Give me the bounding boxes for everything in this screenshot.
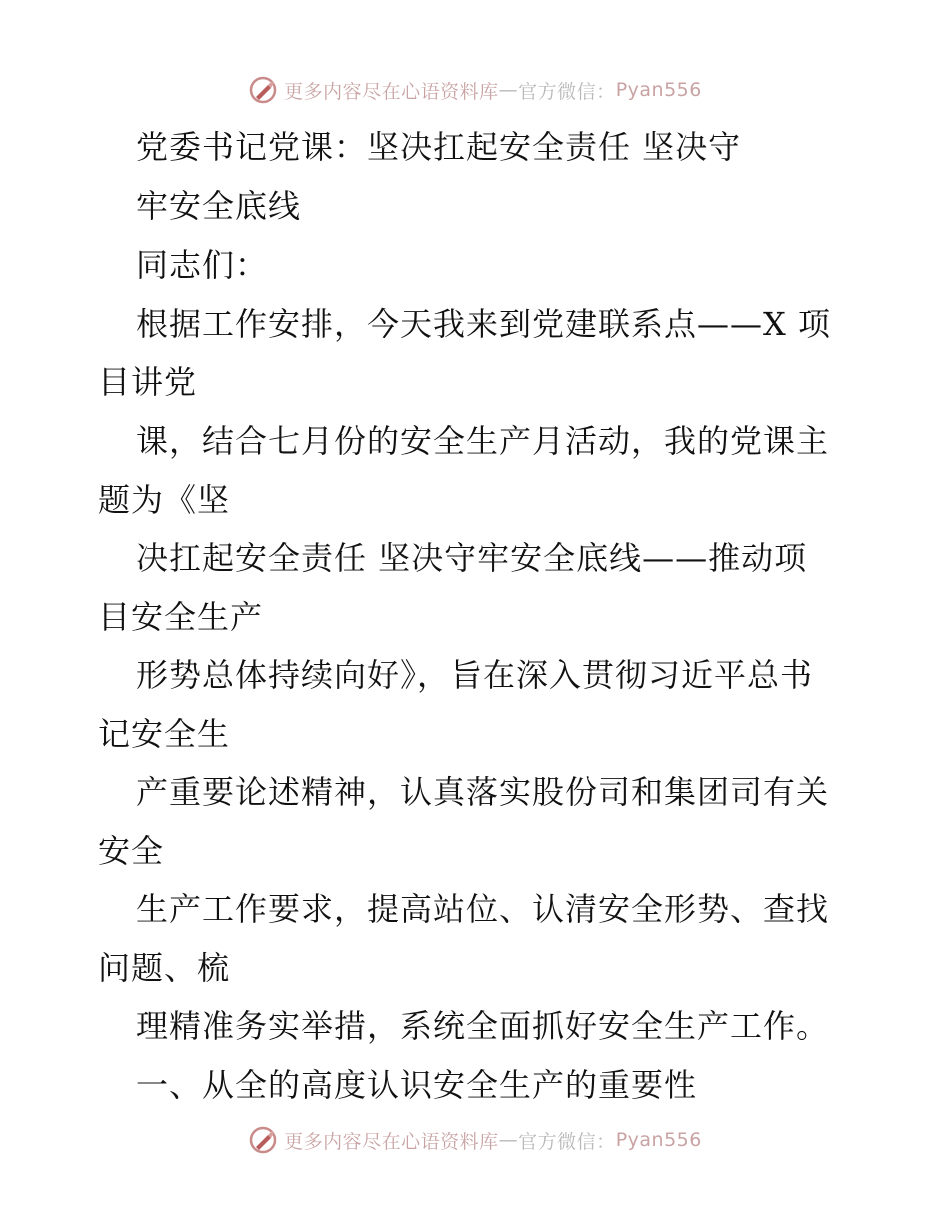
watermark-official: 官方微信： bbox=[518, 1130, 616, 1153]
document-body-line: 生产工作要求，提高站位、认清安全形势、查找 bbox=[136, 890, 830, 928]
watermark-text: 更多内容尽在心语资料库 bbox=[284, 1130, 499, 1153]
document-body-line: 理精准务实举措，系统全面抓好安全生产工作。 bbox=[136, 1007, 830, 1045]
watermark-footer bbox=[0, 1120, 950, 1160]
document-body-line: 目讲党 bbox=[98, 363, 198, 401]
document-body-line: 问题、梳 bbox=[98, 949, 231, 987]
document-body-line: 根据工作安排，今天我来到党建联系点——X 项 bbox=[136, 305, 831, 343]
watermark-text: 更多内容尽在心语资料库 bbox=[284, 80, 499, 103]
watermark-header bbox=[0, 70, 950, 110]
document-body-line: 安全 bbox=[98, 832, 165, 870]
document-body-line: 产重要论述精神，认真落实股份司和集团司有关 bbox=[136, 773, 830, 811]
document-title-line-1: 党委书记党课：坚决扛起安全责任 坚决守 bbox=[136, 128, 742, 166]
pen-nib-logo-icon bbox=[248, 1125, 278, 1155]
document-section-heading: 一、从全的高度认识安全生产的重要性 bbox=[136, 1066, 698, 1104]
watermark-official: 官方微信： bbox=[518, 80, 616, 103]
watermark-separator: — bbox=[498, 79, 519, 101]
document-body-line: 形势总体持续向好》，旨在深入贯彻习近平总书 bbox=[136, 656, 814, 694]
document-body-line: 目安全生产 bbox=[98, 598, 264, 636]
watermark-id: Pyan556 bbox=[615, 1129, 702, 1151]
watermark-id: Pyan556 bbox=[615, 79, 702, 101]
watermark-separator: — bbox=[498, 1129, 519, 1151]
document-salutation: 同志们： bbox=[136, 246, 269, 284]
document-body-line: 决扛起安全责任 坚决守牢安全底线——推动项 bbox=[136, 539, 808, 577]
document-body-line: 记安全生 bbox=[98, 715, 231, 753]
document-body-line: 题为《坚 bbox=[98, 481, 231, 519]
pen-nib-logo-icon bbox=[248, 75, 278, 105]
document-body-line: 课，结合七月份的安全生产月活动，我的党课主 bbox=[136, 422, 830, 460]
document-title-line-2: 牢安全底线 bbox=[136, 187, 302, 225]
